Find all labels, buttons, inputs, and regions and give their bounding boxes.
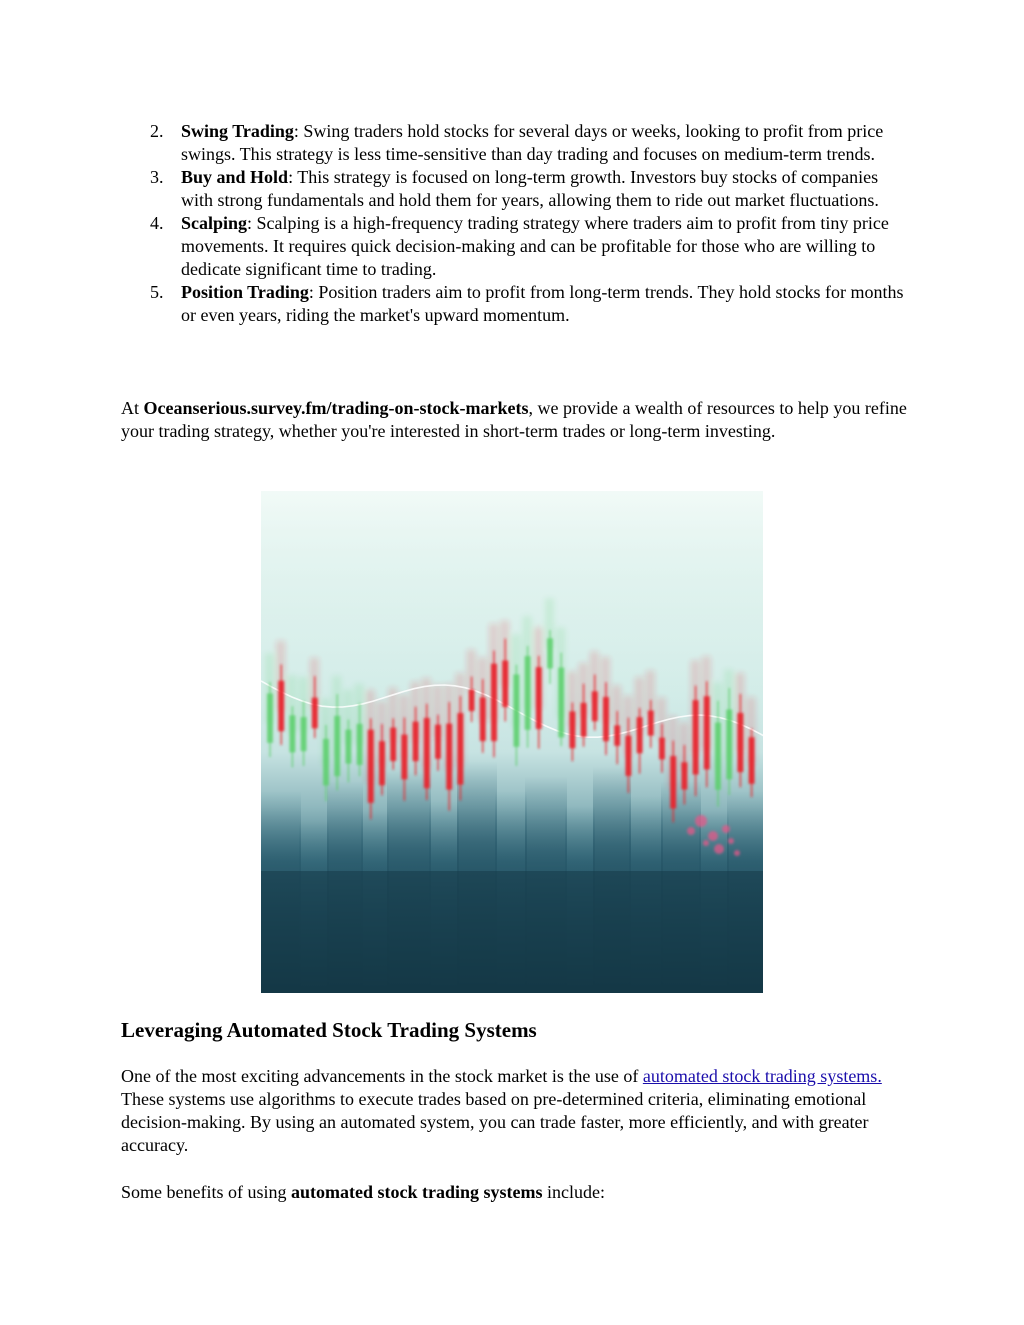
resources-site: Oceanserious.survey.fm/trading-on-stock-markets xyxy=(143,398,529,418)
candle-body xyxy=(401,735,407,780)
strategy-title: Buy and Hold xyxy=(181,167,289,187)
candle-body xyxy=(670,756,676,808)
candle-body xyxy=(312,698,318,729)
stock-chart-image xyxy=(261,491,763,993)
intro-text-before: One of the most exciting advancements in the stock market is the use of xyxy=(121,1066,643,1086)
strategy-title: Scalping xyxy=(181,213,248,233)
candle-body xyxy=(749,737,755,784)
candle-body xyxy=(737,713,743,772)
resources-suffix: , we provide a wealth of resources to help you refine your trading strategy, whether you're interested in short-term trades or long-term investing. xyxy=(121,398,907,441)
candle-body xyxy=(726,710,732,780)
bokeh-dot xyxy=(695,815,707,827)
bokeh-dot xyxy=(703,840,709,846)
intro-text-after: These systems use algorithms to execute trades based on pre-determined criteria, eliminating emotional decision-making. By using an automated system, you can trade faster, more efficiently, and with greater accuracy. xyxy=(121,1089,869,1155)
resources-paragraph xyxy=(121,397,911,443)
bokeh-dot xyxy=(734,850,740,856)
candle-body xyxy=(704,696,710,769)
list-number: 2. xyxy=(150,121,164,141)
candle-body xyxy=(502,661,508,707)
list-number: 3. xyxy=(150,167,164,187)
candle-body xyxy=(592,691,598,721)
benefits-text-before: Some benefits of using xyxy=(121,1182,291,1202)
strategy-text: : Position traders aim to profit from long-term trends. They hold stocks for months or even years, riding the market's upward momentum. xyxy=(181,282,904,325)
candle-body xyxy=(581,703,587,737)
candle-body xyxy=(379,741,385,785)
candle-body xyxy=(289,715,295,752)
list-number: 5. xyxy=(150,282,164,302)
candle-body xyxy=(469,690,475,711)
candle-body xyxy=(323,739,329,786)
strategy-text: : This strategy is focused on long-term growth. Investors buy stocks of companies with strong fundamentals and hold them for years, allowing them to ride out market fluctuations. xyxy=(181,167,879,210)
candle-body xyxy=(625,736,631,776)
candle-body xyxy=(424,718,430,788)
strategy-title: Position Trading xyxy=(181,282,309,302)
bokeh-dot xyxy=(728,838,734,844)
candle-body xyxy=(301,717,307,751)
candle-body xyxy=(480,697,486,741)
candle-body xyxy=(345,730,351,764)
candle-body xyxy=(357,724,363,765)
candle-body xyxy=(659,738,665,760)
candle-body xyxy=(558,668,564,738)
candle-body xyxy=(491,664,497,741)
candle-body xyxy=(413,722,419,761)
candle-body xyxy=(525,656,531,730)
intro-paragraph xyxy=(121,1065,911,1157)
candle-body xyxy=(614,725,620,746)
strategy-text: : Scalping is a high-frequency trading strategy where traders aim to profit from tiny price movements. It requires quick decision-making and can be profitable for those who are willing to dedicate significant time to trading. xyxy=(181,213,889,279)
strategy-title: Swing Trading xyxy=(181,121,294,141)
candle-body xyxy=(513,674,519,746)
benefits-text-after: include: xyxy=(542,1182,605,1202)
list-item xyxy=(121,212,911,281)
candle-body xyxy=(637,717,643,753)
candle-body xyxy=(693,700,699,774)
candle-body xyxy=(603,697,609,741)
candle-body xyxy=(681,762,687,789)
candle-body xyxy=(536,667,542,729)
candle-body xyxy=(715,723,721,790)
benefits-paragraph xyxy=(121,1181,911,1204)
candle-body xyxy=(648,711,654,736)
candle-body xyxy=(457,713,463,785)
city-base xyxy=(261,871,763,993)
candle-body xyxy=(267,693,273,742)
candle-body xyxy=(435,725,441,759)
candlestick-illustration xyxy=(261,491,763,993)
bokeh-dot xyxy=(708,831,718,841)
strategy-list xyxy=(121,120,911,327)
list-number: 4. xyxy=(150,213,164,233)
candle-body xyxy=(278,681,284,731)
list-item xyxy=(121,281,911,327)
automated-trading-link[interactable]: automated stock trading systems. xyxy=(642,1066,882,1086)
bokeh-dot xyxy=(687,827,695,835)
list-item xyxy=(121,166,911,212)
strategy-text: : Swing traders hold stocks for several days or weeks, looking to profit from price swings. This strategy is less time-sensitive than day trading and focuses on medium-term trends. xyxy=(181,121,884,164)
list-item xyxy=(121,120,911,166)
city-skyline xyxy=(261,761,763,993)
bokeh-dot xyxy=(722,825,730,833)
candle-body xyxy=(446,724,452,790)
bokeh-dot xyxy=(714,844,724,854)
candle-body xyxy=(334,716,340,776)
candle-body xyxy=(368,730,374,803)
candle-body xyxy=(569,711,575,748)
resources-prefix: At xyxy=(121,398,144,418)
candle-body xyxy=(390,728,396,761)
candle-body xyxy=(547,638,553,668)
benefits-bold: automated stock trading systems xyxy=(290,1182,543,1202)
section-heading: Leveraging Automated Stock Trading Systems xyxy=(121,1018,537,1042)
